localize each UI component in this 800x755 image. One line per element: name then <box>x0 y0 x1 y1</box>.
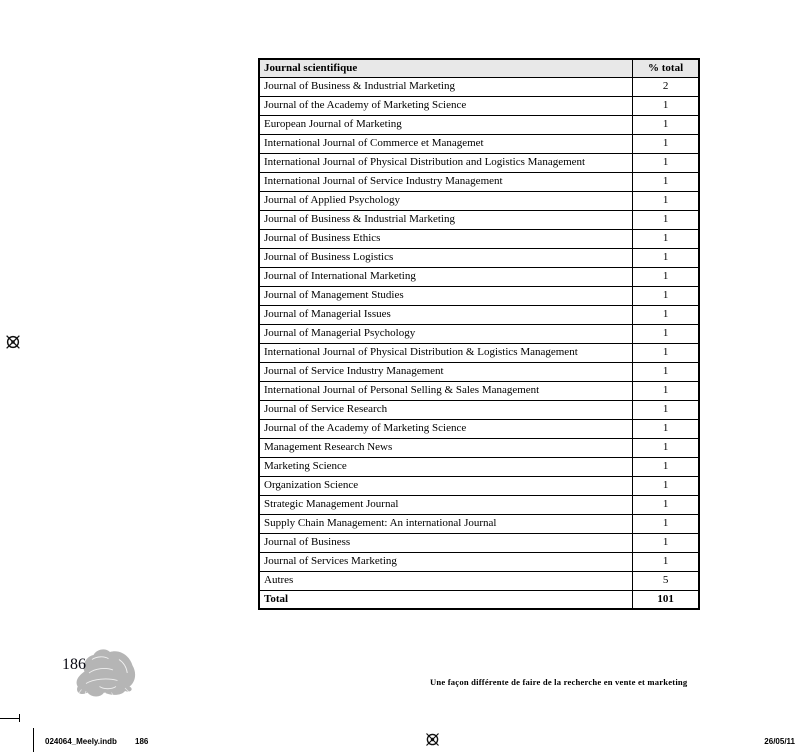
journal-total-cell: 1 <box>633 362 699 381</box>
total-value-cell: 101 <box>633 590 699 609</box>
table-row <box>259 77 699 96</box>
journal-name-cell: Journal of Business Ethics <box>259 229 633 248</box>
table-row <box>259 305 699 324</box>
table-row <box>259 134 699 153</box>
journal-name-cell: Autres <box>259 571 633 590</box>
table-row <box>259 495 699 514</box>
table-row <box>259 191 699 210</box>
table-row <box>259 324 699 343</box>
journal-name-cell: International Journal of Physical Distribution & Logistics Management <box>259 343 633 362</box>
journal-name-cell: International Journal of Physical Distribution and Logistics Management <box>259 153 633 172</box>
column-header-total: % total <box>633 59 699 77</box>
table-row <box>259 172 699 191</box>
journal-total-cell: 1 <box>633 381 699 400</box>
slug-page-ref: 186 <box>135 737 149 746</box>
journal-name-cell: Strategic Management Journal <box>259 495 633 514</box>
journal-name-cell: International Journal of Personal Selling & Sales Management <box>259 381 633 400</box>
journal-frequency-table <box>258 58 700 610</box>
crop-mark-horizontal <box>0 718 19 719</box>
journal-total-cell: 5 <box>633 571 699 590</box>
table-row <box>259 476 699 495</box>
print-slug-line <box>45 735 795 749</box>
journal-total-cell: 2 <box>633 77 699 96</box>
journal-name-cell: European Journal of Marketing <box>259 115 633 134</box>
page-number: 186 <box>62 656 86 673</box>
journal-total-cell: 1 <box>633 191 699 210</box>
journal-total-cell: 1 <box>633 400 699 419</box>
table-row <box>259 229 699 248</box>
journal-total-cell: 1 <box>633 96 699 115</box>
table-row <box>259 286 699 305</box>
table-row <box>259 343 699 362</box>
journal-name-cell: Journal of International Marketing <box>259 267 633 286</box>
table-row <box>259 153 699 172</box>
table-row <box>259 514 699 533</box>
journal-total-cell: 1 <box>633 172 699 191</box>
column-header-journal: Journal scientifique <box>259 59 633 77</box>
journal-name-cell: Journal of Services Marketing <box>259 552 633 571</box>
table-row <box>259 571 699 590</box>
table-row <box>259 362 699 381</box>
table-row <box>259 381 699 400</box>
journal-name-cell: Journal of Business & Industrial Marketing <box>259 210 633 229</box>
table-row <box>259 115 699 134</box>
journal-name-cell: Journal of Applied Psychology <box>259 191 633 210</box>
journal-name-cell: Journal of Managerial Psychology <box>259 324 633 343</box>
journal-total-cell: 1 <box>633 229 699 248</box>
journal-total-cell: 1 <box>633 286 699 305</box>
journal-total-cell: 1 <box>633 419 699 438</box>
table-row <box>259 248 699 267</box>
journal-name-cell: International Journal of Service Industry Management <box>259 172 633 191</box>
journal-table-body <box>259 77 699 590</box>
journal-name-cell: Journal of Management Studies <box>259 286 633 305</box>
journal-total-cell: 1 <box>633 476 699 495</box>
journal-total-cell: 1 <box>633 210 699 229</box>
journal-total-cell: 1 <box>633 115 699 134</box>
trim-mark-vertical <box>33 728 34 752</box>
table-row <box>259 457 699 476</box>
slug-date: 26/05/11 <box>764 737 795 746</box>
journal-name-cell: Journal of Service Research <box>259 400 633 419</box>
table-row <box>259 210 699 229</box>
table-row <box>259 400 699 419</box>
crop-mark-tick <box>19 714 20 722</box>
table-row <box>259 533 699 552</box>
table-row <box>259 419 699 438</box>
journal-name-cell: Management Research News <box>259 438 633 457</box>
total-label-cell: Total <box>259 590 633 609</box>
journal-total-cell: 1 <box>633 457 699 476</box>
journal-name-cell: Journal of Service Industry Management <box>259 362 633 381</box>
journal-total-cell: 1 <box>633 267 699 286</box>
table-row <box>259 267 699 286</box>
journal-total-cell: 1 <box>633 495 699 514</box>
journal-total-cell: 1 <box>633 438 699 457</box>
journal-total-cell: 1 <box>633 324 699 343</box>
journal-name-cell: International Journal of Commerce et Managemet <box>259 134 633 153</box>
journal-name-cell: Journal of the Academy of Marketing Science <box>259 96 633 115</box>
registration-mark-icon <box>4 333 22 356</box>
journal-name-cell: Journal of Business <box>259 533 633 552</box>
journal-total-cell: 1 <box>633 552 699 571</box>
page-number-ornament <box>60 643 142 705</box>
journal-total-cell: 1 <box>633 514 699 533</box>
journal-name-cell: Journal of Business & Industrial Marketing <box>259 77 633 96</box>
journal-total-cell: 1 <box>633 343 699 362</box>
running-footer-caption: Une façon différente de faire de la recherche en vente et marketing <box>430 677 688 687</box>
table-row <box>259 438 699 457</box>
journal-total-cell: 1 <box>633 533 699 552</box>
journal-total-cell: 1 <box>633 134 699 153</box>
table-total-row <box>259 590 699 609</box>
table-row <box>259 552 699 571</box>
journal-name-cell: Journal of Managerial Issues <box>259 305 633 324</box>
journal-name-cell: Journal of Business Logistics <box>259 248 633 267</box>
journal-name-cell: Marketing Science <box>259 457 633 476</box>
journal-total-cell: 1 <box>633 153 699 172</box>
journal-name-cell: Journal of the Academy of Marketing Science <box>259 419 633 438</box>
journal-total-cell: 1 <box>633 305 699 324</box>
journal-name-cell: Supply Chain Management: An international Journal <box>259 514 633 533</box>
journal-name-cell: Organization Science <box>259 476 633 495</box>
journal-total-cell: 1 <box>633 248 699 267</box>
slug-filename: 024064_Meely.indb <box>45 737 117 746</box>
table-row <box>259 96 699 115</box>
table-header-row <box>259 59 699 77</box>
